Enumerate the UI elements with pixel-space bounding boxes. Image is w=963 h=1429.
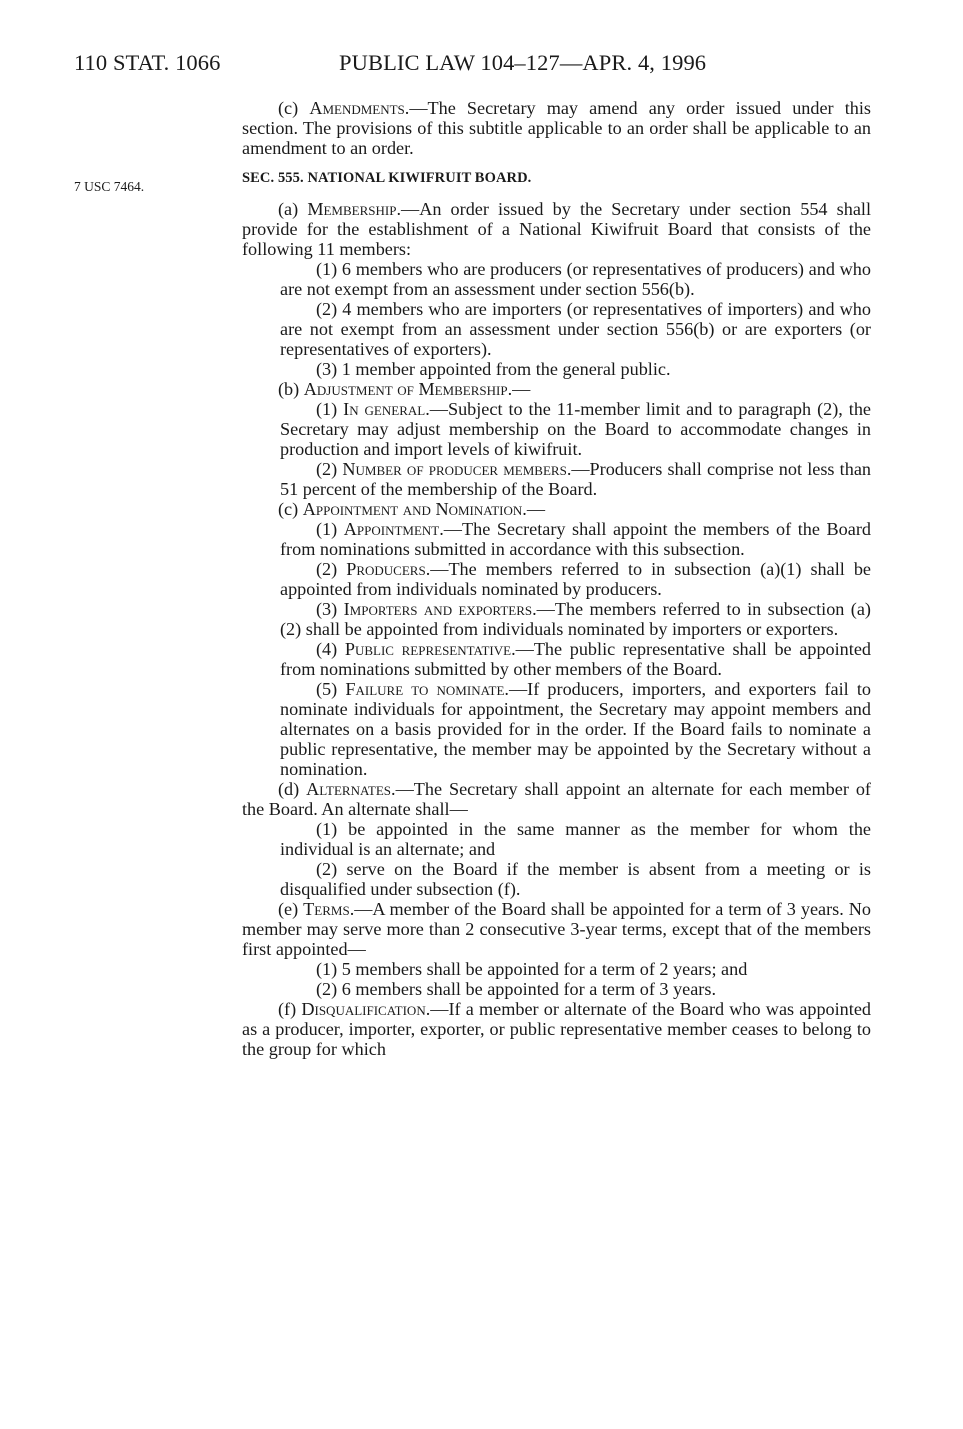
paragraph-e2: (2) 6 members shall be appointed for a term of 3 years.	[316, 979, 716, 999]
paragraph-e1: (1) 5 members shall be appointed for a term of 2 years; and	[316, 959, 748, 979]
subsection-e: (e) Terms.—A member of the Board shall be appointed for a term of 3 years. No member may serve more than 2 consecutive 3-year terms, except that of the members first appointed—	[242, 899, 871, 959]
paragraph-d2: (2) serve on the Board if the member is absent from a meeting or is disqualified under subsection (f).	[280, 859, 871, 899]
page-header	[74, 50, 854, 80]
paragraph-b1: (1) In general.—Subject to the 11-member limit and to paragraph (2), the Secretary may adjust membership on the Board to accommodate changes in production and import levels of kiwifruit.	[280, 399, 871, 459]
paragraph-a2: (2) 4 members who are importers (or representatives of importers) and who are not exempt from an assessment under section 556(b) or are exporters (or representatives of exporters).	[280, 299, 871, 359]
subsection-c: (c) Appointment and Nomination.—	[278, 499, 545, 519]
paragraph-c4: (4) Public representative.—The public representative shall be appointed from nominations submitted by other members of the Board.	[280, 639, 871, 679]
subsection-f: (f) Disqualification.—If a member or alternate of the Board who was appointed as a producer, importer, exporter, or public representative member ceases to belong to the group for which	[242, 999, 871, 1059]
paragraph-c1: (1) Appointment.—The Secretary shall appoint the members of the Board from nominations submitted in accordance with this subsection.	[280, 519, 871, 559]
paragraph-a1: (1) 6 members who are producers (or representatives of producers) and who are not exempt from an assessment under section 556(b).	[280, 259, 871, 299]
subsection-b: (b) Adjustment of Membership.—	[278, 379, 531, 399]
subsection-a: (a) Membership.—An order issued by the Secretary under section 554 shall provide for the establishment of a National Kiwifruit Board that consists of the following 11 members:	[242, 199, 871, 259]
amendments-paragraph: (c) Amendments.—The Secretary may amend any order issued under this section. The provisions of this subtitle applicable to an order shall be applicable to an amendment to an order.	[242, 98, 871, 158]
paragraph-c3: (3) Importers and exporters.—The members referred to in subsection (a)(2) shall be appointed from individuals nominated by importers or exporters.	[280, 599, 871, 639]
paragraph-c5: (5) Failure to nominate.—If producers, importers, and exporters fail to nominate individuals for appointment, the Secretary may appoint members and alternates on a basis provided for in the order. If the Board fails to nominate a public representative, the member may be appointed by the Secretary without a nomination.	[280, 679, 871, 779]
paragraph-a3: (3) 1 member appointed from the general public.	[316, 359, 671, 379]
usc-margin-note: 7 USC 7464.	[74, 179, 145, 194]
paragraph-b2: (2) Number of producer members.—Producers shall comprise not less than 51 percent of the membership of the Board.	[280, 459, 871, 499]
subsection-d: (d) Alternates.—The Secretary shall appoint an alternate for each member of the Board. An alternate shall—	[242, 779, 871, 819]
document-body	[242, 98, 871, 1059]
paragraph-d1: (1) be appointed in the same manner as the member for whom the individual is an alternate; and	[280, 819, 871, 859]
statute-page-number: 110 STAT. 1066	[74, 50, 221, 75]
public-law-citation: PUBLIC LAW 104–127—APR. 4, 1996	[339, 50, 707, 75]
section-heading: SEC. 555. NATIONAL KIWIFRUIT BOARD.	[242, 170, 532, 186]
paragraph-c2: (2) Producers.—The members referred to in subsection (a)(1) shall be appointed from individuals nominated by producers.	[280, 559, 871, 599]
